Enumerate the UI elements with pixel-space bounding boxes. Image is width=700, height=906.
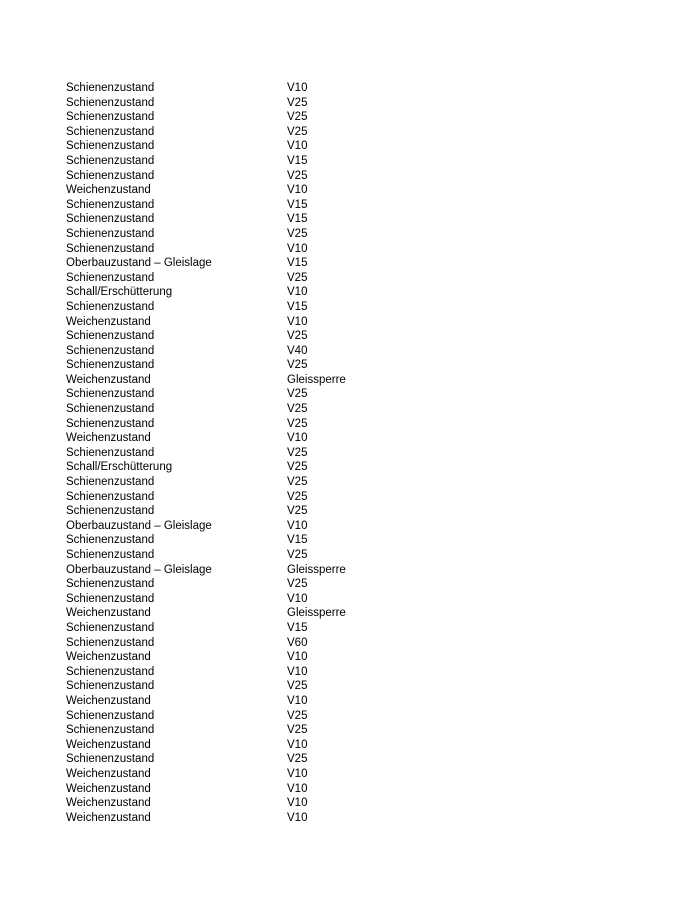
- list-item: [66, 154, 666, 169]
- list-item: [66, 767, 666, 782]
- condition-type: Weichenzustand: [66, 315, 151, 328]
- list-item: [66, 139, 666, 154]
- condition-type: Schienenzustand: [66, 169, 155, 182]
- condition-type: Weichenzustand: [66, 373, 151, 386]
- condition-type: Schienenzustand: [66, 154, 155, 167]
- speed-restriction: V25: [287, 403, 308, 416]
- condition-type: Schienenzustand: [66, 505, 155, 518]
- condition-type: Schienenzustand: [66, 709, 155, 722]
- condition-type: Schienenzustand: [66, 403, 155, 416]
- list-item: [66, 96, 666, 111]
- speed-restriction: V25: [287, 578, 308, 591]
- condition-type: Weichenzustand: [66, 811, 151, 824]
- condition-type: Schienenzustand: [66, 344, 155, 357]
- speed-restriction: V40: [287, 344, 308, 357]
- speed-restriction: V10: [287, 782, 308, 795]
- condition-type: Schienenzustand: [66, 621, 155, 634]
- list-item: [66, 431, 666, 446]
- condition-type: Weichenzustand: [66, 607, 151, 620]
- list-item: [66, 300, 666, 315]
- list-item: [66, 563, 666, 578]
- speed-restriction: V15: [287, 154, 308, 167]
- condition-type: Schienenzustand: [66, 592, 155, 605]
- condition-type: Schienenzustand: [66, 359, 155, 372]
- speed-restriction: V15: [287, 198, 308, 211]
- speed-restriction: V15: [287, 621, 308, 634]
- list-item: [66, 665, 666, 680]
- condition-type: Schienenzustand: [66, 330, 155, 343]
- speed-restriction: V25: [287, 271, 308, 284]
- condition-type: Oberbauzustand – Gleislage: [66, 257, 212, 270]
- condition-type: Schienenzustand: [66, 227, 155, 240]
- condition-type: Schienenzustand: [66, 446, 155, 459]
- condition-type: Weichenzustand: [66, 432, 151, 445]
- list-item: [66, 577, 666, 592]
- condition-type: Weichenzustand: [66, 184, 151, 197]
- speed-restriction: V25: [287, 680, 308, 693]
- condition-type: Schienenzustand: [66, 271, 155, 284]
- list-item: [66, 621, 666, 636]
- condition-type: Weichenzustand: [66, 651, 151, 664]
- speed-restriction: V10: [287, 82, 308, 94]
- condition-type: Oberbauzustand – Gleislage: [66, 563, 212, 576]
- speed-restriction: V25: [287, 417, 308, 430]
- speed-restriction: V10: [287, 242, 308, 255]
- condition-type: Schienenzustand: [66, 111, 155, 124]
- speed-restriction: V10: [287, 665, 308, 678]
- list-item: [66, 782, 666, 797]
- list-item: [66, 285, 666, 300]
- speed-restriction: Gleissperre: [287, 373, 346, 386]
- list-item: [66, 212, 666, 227]
- list-item: [66, 752, 666, 767]
- condition-type: Weichenzustand: [66, 738, 151, 751]
- condition-type: Schienenzustand: [66, 242, 155, 255]
- list-item: [66, 125, 666, 140]
- condition-type: Schienenzustand: [66, 300, 155, 313]
- list-item: [66, 358, 666, 373]
- list-item: [66, 548, 666, 563]
- condition-type: Schienenzustand: [66, 753, 155, 766]
- speed-restriction: V10: [287, 519, 308, 532]
- condition-type: Schienenzustand: [66, 476, 155, 489]
- condition-type: Schienenzustand: [66, 534, 155, 547]
- list-item: [66, 183, 666, 198]
- speed-restriction: Gleissperre: [287, 607, 346, 620]
- list-item: [66, 723, 666, 738]
- list-item: [66, 402, 666, 417]
- speed-restriction: V10: [287, 767, 308, 780]
- condition-type: Oberbauzustand – Gleislage: [66, 519, 212, 532]
- speed-restriction: V10: [287, 811, 308, 824]
- speed-restriction: V25: [287, 359, 308, 372]
- speed-restriction: V10: [287, 694, 308, 707]
- list-item: [66, 533, 666, 548]
- list-item: [66, 636, 666, 651]
- list-item: [66, 242, 666, 257]
- condition-type: Schienenzustand: [66, 665, 155, 678]
- speed-restriction: V25: [287, 125, 308, 138]
- list-item: [66, 606, 666, 621]
- condition-type: Schienenzustand: [66, 96, 155, 109]
- speed-restriction: V60: [287, 636, 308, 649]
- condition-type: Weichenzustand: [66, 767, 151, 780]
- speed-restriction: V15: [287, 257, 308, 270]
- speed-restriction: V15: [287, 213, 308, 226]
- speed-restriction: V25: [287, 490, 308, 503]
- speed-restriction: V10: [287, 315, 308, 328]
- list-item: [66, 490, 666, 505]
- speed-restriction: V10: [287, 738, 308, 751]
- condition-type: Schienenzustand: [66, 125, 155, 138]
- condition-type: Schienenzustand: [66, 724, 155, 737]
- list-item: [66, 169, 666, 184]
- list-item: [66, 592, 666, 607]
- speed-restriction: V15: [287, 534, 308, 547]
- speed-restriction: V25: [287, 753, 308, 766]
- speed-restriction: V10: [287, 797, 308, 810]
- speed-restriction: V25: [287, 461, 308, 474]
- speed-restriction: V25: [287, 169, 308, 182]
- list-item: [66, 227, 666, 242]
- condition-type: Schienenzustand: [66, 578, 155, 591]
- condition-type: Schall/Erschütterung: [66, 461, 173, 474]
- list-item: [66, 504, 666, 519]
- list-item: [66, 709, 666, 724]
- condition-type: Schienenzustand: [66, 636, 155, 649]
- speed-restriction: V15: [287, 300, 308, 313]
- condition-type: Schienenzustand: [66, 140, 155, 153]
- list-item: [66, 475, 666, 490]
- condition-type: Schienenzustand: [66, 680, 155, 693]
- list-item: [66, 519, 666, 534]
- speed-restriction: V10: [287, 286, 308, 299]
- list-item: [66, 329, 666, 344]
- speed-restriction: V10: [287, 184, 308, 197]
- list-item: [66, 81, 666, 96]
- condition-type: Schienenzustand: [66, 417, 155, 430]
- speed-restriction: V10: [287, 432, 308, 445]
- speed-restriction: Gleissperre: [287, 563, 346, 576]
- list-item: [66, 650, 666, 665]
- speed-restriction: V25: [287, 446, 308, 459]
- speed-restriction: V25: [287, 330, 308, 343]
- list-item: [66, 738, 666, 753]
- list-item: [66, 373, 666, 388]
- speed-restriction: V10: [287, 140, 308, 153]
- speed-restriction: V25: [287, 709, 308, 722]
- list-item: [66, 694, 666, 709]
- speed-restriction: V25: [287, 476, 308, 489]
- list-item: [66, 198, 666, 213]
- list-item: [66, 417, 666, 432]
- list-item: [66, 315, 666, 330]
- speed-restriction: V25: [287, 96, 308, 109]
- list-item: [66, 110, 666, 125]
- speed-restriction: V25: [287, 227, 308, 240]
- condition-type: Schienenzustand: [66, 213, 155, 226]
- list-item: [66, 796, 666, 811]
- condition-type: Weichenzustand: [66, 694, 151, 707]
- speed-restriction: V10: [287, 651, 308, 664]
- speed-restriction: V25: [287, 549, 308, 561]
- list-item: [66, 256, 666, 271]
- condition-type: Weichenzustand: [66, 797, 151, 810]
- speed-restriction: V25: [287, 505, 308, 518]
- condition-type: Schienenzustand: [66, 490, 155, 503]
- list-item: [66, 344, 666, 359]
- speed-restriction: V25: [287, 388, 308, 401]
- list-item: [66, 271, 666, 286]
- condition-type: Schienenzustand: [66, 549, 155, 561]
- list-item: [66, 446, 666, 461]
- condition-type: Schienenzustand: [66, 82, 155, 94]
- speed-restriction: V10: [287, 592, 308, 605]
- list-item: [66, 811, 666, 826]
- condition-type: Schall/Erschütterung: [66, 286, 173, 299]
- list-item: [66, 387, 666, 402]
- speed-restriction: V25: [287, 111, 308, 124]
- list-item: [66, 679, 666, 694]
- speed-restriction: V25: [287, 724, 308, 737]
- condition-type: Schienenzustand: [66, 198, 155, 211]
- condition-type: Weichenzustand: [66, 782, 151, 795]
- restriction-list: [66, 81, 666, 825]
- condition-type: Schienenzustand: [66, 388, 155, 401]
- list-item: [66, 460, 666, 475]
